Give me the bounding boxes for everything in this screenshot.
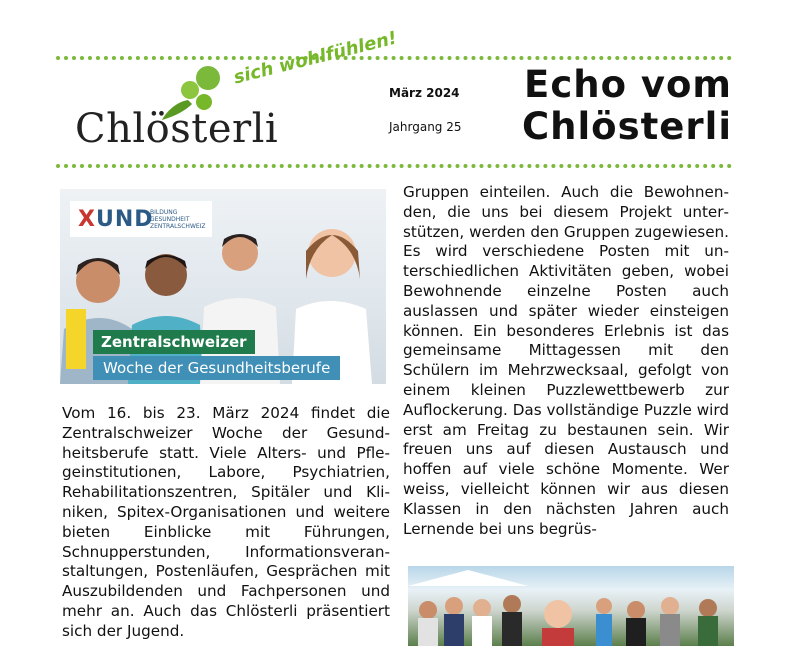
xund-tagline: BILDUNG GESUNDHEIT ZENTRALSCHWEIZ (150, 209, 206, 230)
article-right-column: Gruppen einteilen. Auch die Bewohnenden, die uns bei diesem Projekt unterstützen, werden den Gruppen zugewiesen. Es wird verschiedene Posten mit unterschiedlichen Aktivitäten geben, wobei Bewohnende einzelne Posten auch auslassen und später wieder einsteigen können. Ein besonderes Erlebnis ist das gemeinsame Mittagessen mit den Schülern im Mehrzwecksaal, gefolgt von einem kleinen Puzzlewettbewerb zur Auflockerung. Das vollständige Puzzle wird erst am Freitag zu bestaunen sein. Wir freuen uns auf diesen Austausch und hoffen auf viele schöne Momente. Wer weiss, vielleicht können wir aus diesen Klassen in den nächsten Jahren auch Lernende bei uns begrüs- (403, 183, 729, 538)
issue-date: März 2024 (389, 86, 460, 100)
logo-slogan: sich wohlfühlen! (231, 27, 400, 89)
crowd-illustration (408, 566, 734, 646)
newsletter-title (508, 64, 732, 148)
logo-wordmark: Chlösterli (75, 106, 279, 152)
xund-wordmark: XUND (78, 207, 154, 232)
event-photo (408, 566, 734, 646)
chloesterli-logo (70, 27, 400, 160)
promo-banner-subtitle: Woche der Gesundheitsberufe (93, 356, 340, 380)
header-bottom-dotted-rule (56, 164, 732, 168)
title-line-1: Echo vom (524, 63, 732, 106)
xund-logo (70, 201, 212, 237)
promo-image (60, 189, 386, 384)
promo-banner-title: Zentralschweizer (93, 330, 255, 354)
issue-volume: Jahrgang 25 (389, 120, 462, 134)
article-left-column: Vom 16. bis 23. März 2024 findet die Zentralschweizer Woche der Gesundheitsberufe statt. Viele Alters- und Pflegeinstitutionen, Labore, Psychiatrien, Rehabilitationszentren, Spitäler und Kliniken, Spitex-Organisationen und weitere bieten Einblicke mit Führungen, Schnupperstunden, Informationsveranstaltungen, Postenläufen, Gesprächen mit Auszubildenden und Fachpersonen und mehr an. Auch das Chlösterli präsentiert sich der Jugend. (62, 404, 390, 640)
title-line-2: Chlösterli (521, 105, 732, 148)
